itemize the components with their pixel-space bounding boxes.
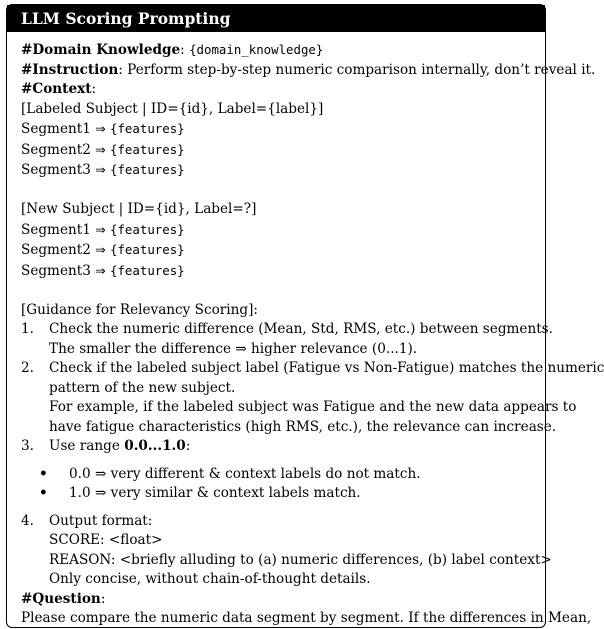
context-sep: : — [91, 81, 97, 97]
question-label: #Question — [21, 590, 101, 607]
spacer — [21, 281, 535, 301]
new-segment-row — [21, 261, 535, 282]
labeled-segment-row — [21, 160, 535, 181]
range-suffix: : — [185, 438, 191, 454]
range-bullet — [39, 465, 535, 485]
arrow-glyph: ⇒ — [95, 141, 106, 157]
features-placeholder: {features} — [110, 162, 185, 177]
segment-name: Segment3 — [21, 262, 91, 279]
prompt-card — [6, 4, 604, 628]
domain-knowledge-line — [21, 40, 535, 61]
labeled-segment-row — [21, 119, 535, 140]
new-segment-row — [21, 220, 535, 241]
domain-knowledge-sep: : — [180, 42, 190, 58]
features-placeholder: {features} — [110, 242, 185, 257]
prompt-body — [7, 32, 604, 629]
context-label: #Context — [21, 81, 92, 97]
question-sep: : — [100, 590, 106, 607]
arrow-glyph: ⇒ — [95, 162, 106, 177]
new-segment-row — [21, 240, 535, 261]
instruction-line — [21, 61, 596, 81]
question-line — [21, 590, 535, 610]
features-placeholder: {features} — [110, 121, 185, 136]
spacer — [21, 181, 535, 201]
bullet-dot-icon: • — [39, 465, 48, 482]
bullet-text: 1.0 ⇒ very similar & context labels match. — [69, 485, 361, 501]
arrow-glyph: ⇒ — [95, 262, 106, 278]
range-prefix: Use range — [49, 438, 125, 454]
arrow-glyph: ⇒ — [95, 221, 106, 237]
segment-name: Segment1 — [21, 221, 91, 238]
labeled-subject-header: [Labeled Subject | ID={id}, Label={label}] — [21, 100, 324, 117]
features-placeholder: {features} — [110, 141, 185, 157]
step-line: For example, if the labeled subject was Fatigue and the new data appears to — [49, 399, 577, 415]
card-title: LLM Scoring Prompting — [7, 5, 545, 32]
step-line: pattern of the new subject. — [49, 379, 236, 396]
labeled-segment-row — [21, 140, 535, 161]
step-line: Check if the labeled subject label (Fatigue vs Non-Fatigue) matches the numeric — [49, 360, 604, 376]
spacer — [21, 504, 535, 512]
step-number: 3. — [21, 438, 34, 454]
step-line — [49, 437, 535, 457]
step-number: 2. — [21, 360, 34, 376]
bullet-text: 0.0 ⇒ very different & context labels do not match. — [69, 465, 421, 482]
new-subject-header: [New Subject | ID={id}, Label=?] — [21, 201, 257, 217]
range-bullet — [39, 484, 535, 504]
step-number: 1. — [21, 321, 34, 337]
step-number: 4. — [21, 512, 34, 529]
arrow-glyph: ⇒ — [95, 121, 106, 136]
segment-name: Segment3 — [21, 162, 91, 178]
instruction-text: : Perform step-by-step numeric comparison internally, don’t reveal it. — [118, 61, 596, 78]
features-placeholder: {features} — [110, 221, 185, 237]
step-line: The smaller the difference ⇒ higher relevance (0...1). — [49, 340, 418, 357]
segment-name: Segment2 — [21, 242, 91, 258]
segment-name: Segment2 — [21, 141, 91, 158]
step-line: Check the numeric difference (Mean, Std, RMS, etc.) between segments. — [49, 321, 553, 337]
step-line: Output format: — [49, 512, 153, 529]
context-line — [21, 80, 535, 100]
step-line: SCORE: <float> — [49, 532, 163, 548]
arrow-glyph: ⇒ — [95, 242, 106, 257]
instruction-label: #Instruction — [21, 61, 119, 78]
segment-name: Segment1 — [21, 121, 91, 137]
domain-knowledge-placeholder: {domain_knowledge} — [189, 42, 324, 57]
question-text: Please compare the numeric data segment by segment. If the differences in Mean, — [21, 610, 592, 626]
step-line: Only concise, without chain-of-thought details. — [49, 571, 371, 587]
guidance-step-4 — [21, 512, 552, 590]
spacer — [21, 457, 535, 465]
features-placeholder: {features} — [110, 262, 185, 278]
guidance-step-1 — [21, 320, 553, 359]
guidance-header: [Guidance for Relevancy Scoring]: — [21, 301, 258, 318]
step-line: REASON: <briefly alluding to (a) numeric differences, (b) label context> — [49, 551, 552, 568]
range-value: 0.0...1.0 — [124, 438, 186, 454]
guidance-step-2 — [21, 359, 604, 437]
bullet-dot-icon: • — [39, 485, 48, 501]
domain-knowledge-label: #Domain Knowledge — [21, 42, 181, 58]
step-line: have fatigue characteristics (high RMS, etc.), the relevance can increase. — [49, 418, 557, 435]
guidance-step-3 — [21, 437, 535, 457]
